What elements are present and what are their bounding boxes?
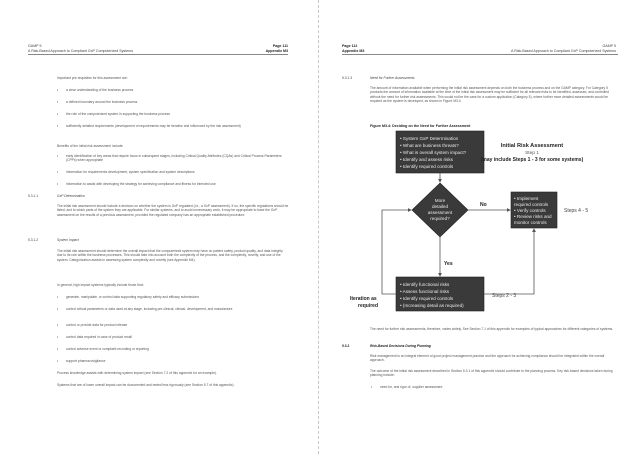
box1-line: • What is overall system impact? <box>400 150 467 155</box>
need-text: The need for further risk assessments, therefore, varies widely. See Section 7.1 of this appendix for examples of typical approaches for different categories of systems. <box>370 327 614 331</box>
box3-line: • Identify functional risks <box>400 282 450 287</box>
right-page-number: Page 112 <box>342 44 358 48</box>
iteration-label-line2: required <box>358 303 379 309</box>
list-item: • information for requirements development, system specification and system descriptions <box>66 170 288 174</box>
section-number: 5.3.1.3 <box>342 76 353 80</box>
left-header-rule <box>28 54 288 55</box>
steps-4-5-label: Steps 4 - 5 <box>564 208 589 214</box>
diamond-line: More <box>434 198 446 203</box>
box1-line: • Identify and assess risks <box>400 157 453 162</box>
diamond-line: detailed <box>431 204 449 209</box>
box3-line: • Identify required controls <box>400 296 454 301</box>
box2-line: • Implement <box>514 196 539 201</box>
list-item: • control or provide data for product release <box>66 323 288 327</box>
left-header-subtitle: A Risk-Based Approach to Compliant GxP Computerized Systems <box>28 48 133 53</box>
right-header-subtitle: A Risk-Based Approach to Compliant GxP Computerized Systems <box>511 48 616 53</box>
left-page-number: Page 111 <box>272 44 288 48</box>
step-note-label <box>481 157 584 163</box>
left-benefits: Benefits of the initial risk assessment include: <box>57 144 124 148</box>
arrow-to-controls <box>484 229 534 294</box>
box3-line: • (Increasing detail as required) <box>400 303 464 308</box>
box2-line: required controls <box>514 202 549 207</box>
functional-risk-box <box>396 277 484 311</box>
left-lower-impact: Systems that are of lower overall impact can be documented and tested less rigorously (see Section 5.7 of this appendix). <box>57 383 235 387</box>
section-text: The outcome of the initial risk assessment described in Section 5.3.1 of this appendix should contribute to the planning process. Key risk-based decisions taken during planning include: <box>370 369 613 378</box>
list-item: • generate, manipulate, or control data supporting regulatory safety and efficacy submissions <box>66 295 288 299</box>
left-page <box>0 0 318 454</box>
list-item: • control data required in case of product recall <box>66 335 288 339</box>
list-item: • early identification of key areas that require focus in subsequent stages, including Critical Quality Attributes (CQAs) and Critical Process Parameters (CPPs) when appropriate <box>66 154 288 163</box>
list-item: • a defined boundary around the business process <box>66 100 288 104</box>
left-high-impact: In general, high impact systems typically include those that: <box>57 283 144 287</box>
list-item: • sufficiently detailed requirements (development of requirements may be iterative and influenced by the risk assessment) <box>66 124 288 128</box>
right-appendix-label: Appendix M3 <box>342 48 365 53</box>
list-item: • the role of the computerized system in supporting the business process <box>66 112 288 116</box>
list-item: • control critical parameters or data used at any stage, including pre-clinical, clinical, development, and manufacture <box>66 307 288 311</box>
box2-line: • Review risks and <box>514 214 552 219</box>
right-header-title: GAMP 5 <box>602 44 616 48</box>
box2-line: • Verify controls <box>514 208 546 213</box>
initial-assessment-box <box>396 131 484 173</box>
no-label: No <box>480 202 487 208</box>
controls-box <box>511 192 557 228</box>
step-1-label: Step 1 <box>525 151 539 156</box>
section-text: The initial risk assessment should determine the overall impact that the computerized system may have on patient safety, product quality, and data integrity due to its role within the business processes. This should take into account both the complexity of the process, and the complexity, novelty, and use of the system. Categorization assists in assessing system complexity and novelty (see Appendix M4). <box>57 249 283 262</box>
section-title: GxP Determination <box>57 194 85 198</box>
section-number: 5.3.1.1 <box>28 194 39 198</box>
box1-line: • What are business threats? <box>400 143 459 148</box>
figure-title: Figure M3.4: Deciding on the Need for Further Assessment <box>370 124 471 128</box>
list-item: • support pharmacovigilance <box>66 359 288 363</box>
steps-2-3-label: Steps 2 - 3 <box>492 293 517 299</box>
decision-diamond <box>412 183 468 237</box>
step-note-text: (may include Steps 1 - 3 for some systems) <box>480 157 584 163</box>
section-text: Risk management is an integral element of good project management practice and the approach for achieving compliance should be integrated within the overall approach. <box>370 354 605 363</box>
list-item: • information to assist with developing the strategy for achieving compliance and fitness for intended use <box>66 182 288 186</box>
box1-line: • System GxP Determination <box>400 136 459 141</box>
diamond-line: required? <box>430 216 450 221</box>
right-page <box>320 0 638 454</box>
initial-risk-assessment-label: Initial Risk Assessment <box>500 143 564 149</box>
section-number: 5.3.1.2 <box>28 238 39 242</box>
list-item: • need for, and rigor of, supplier assessment <box>380 385 616 389</box>
list-item: • control adverse event or complaint recording or reporting <box>66 347 288 351</box>
section-text: The initial risk assessment should include a decision on whether the system is GxP regulated (i.e., a GxP assessment). If so, the specific regulations should be listed, and to which parts of the system they are applicable. For similar systems, and to avoid unnecessary work, it may be appropriate to base the GxP assessment on the results of a previous assessment, provided the regulated company has an appropriate established procedure. <box>57 204 289 217</box>
section-title: Risk-Based Decisions During Planning <box>370 344 431 348</box>
list-item: • a clear understanding of the business process <box>66 88 288 92</box>
iteration-label-line1: Iteration as <box>350 296 377 302</box>
box1-line: • Identify required controls <box>400 164 454 169</box>
diamond-line: assessment <box>427 210 453 215</box>
section-text: The amount of information available when performing the initial risk assessment depends on both the business process and on the GAMP category. For Category 5 products the amount of information available at the time of the initial risk assessment may be sufficient for all relevant risks to be identified, assessed, and controlled without the need for further risk assessments. This would not be the case for a custom application (Category 5), where further more detailed assessments would be required as the system is developed, as shown in Figure M3.4. <box>370 86 609 103</box>
left-header-title: GAMP 5 <box>28 44 42 48</box>
section-title: Need for Further Assessments <box>370 76 415 80</box>
left-process-knowledge: Process knowledge assists with determining system impact (see Section 7.2 of this appendix for an example). <box>57 371 217 375</box>
box3-line: • Assess functional risks <box>400 289 450 294</box>
yes-label: Yes <box>444 261 453 267</box>
left-intro: Important pre-requisites for this assessment are: <box>57 76 128 80</box>
left-appendix-label: Appendix M3 <box>265 48 288 53</box>
box2-line: monitor controls <box>514 220 547 225</box>
section-number: 5.3.2 <box>342 344 350 348</box>
section-title: System Impact <box>57 238 79 242</box>
